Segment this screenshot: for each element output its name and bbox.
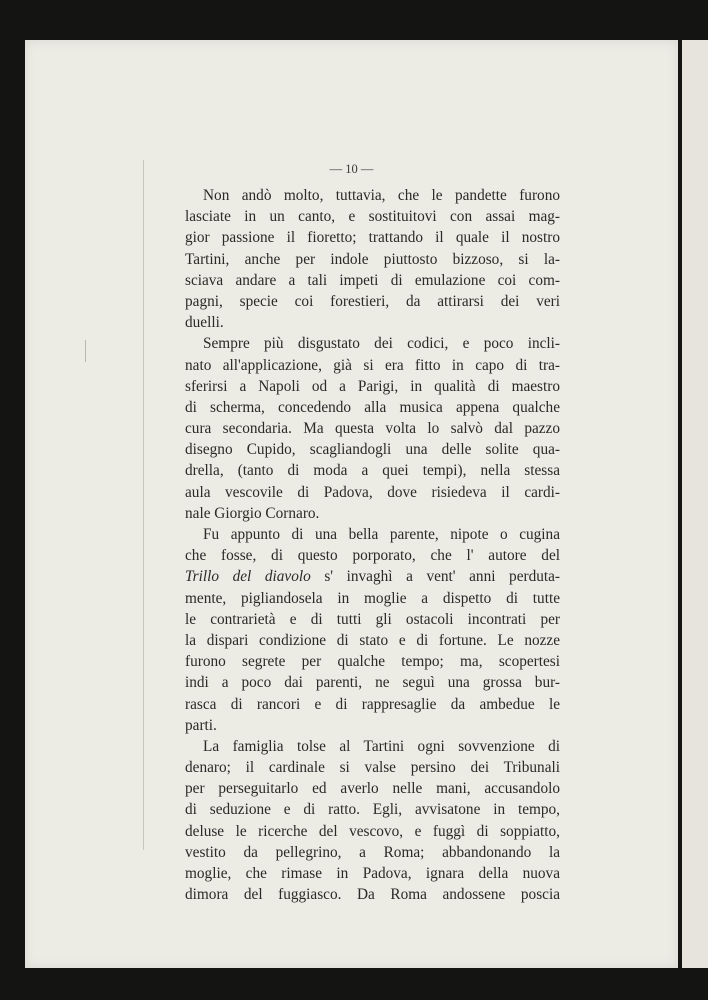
text-line	[185, 355, 560, 376]
text-line	[185, 778, 560, 799]
text-line	[185, 842, 560, 863]
line-text: indi a poco dai parenti, ne seguì una grossa bur-	[185, 674, 560, 692]
text-line	[185, 503, 560, 524]
text-line	[185, 439, 560, 460]
text-line	[185, 736, 560, 757]
next-page-edge	[682, 40, 708, 968]
line-text: mente, pigliandosela in moglie a dispetto di tutte	[185, 589, 560, 607]
line-text: furono segrete per qualche tempo; ma, scopertesi	[185, 653, 560, 671]
line-text: duelli.	[185, 314, 224, 332]
book-page	[25, 40, 678, 968]
line-text: per perseguitarlo ed averlo nelle mani, accusandolo	[185, 780, 560, 798]
line-text: aula vescovile di Padova, dove risiedeva il cardi-	[185, 483, 560, 501]
line-text: moglie, che rimase in Padova, ignara della nuova	[185, 865, 560, 882]
line-text: che fosse, di questo porporato, che l' autore del	[185, 547, 560, 565]
text-line	[185, 185, 560, 206]
line-text: pagni, specie coi forestieri, da attirarsi dei veri	[185, 292, 560, 310]
line-text: deluse le ricerche del vescovo, e fuggì di soppiatto,	[185, 822, 560, 840]
line-text: nale Giorgio Cornaro.	[185, 504, 320, 522]
body-text	[185, 185, 560, 905]
text-line	[185, 270, 560, 291]
page-number: — 10 —	[329, 162, 374, 176]
line-text: Sempre più disgustato dei codici, e poco incli-	[203, 335, 560, 353]
pencil-mark	[143, 160, 144, 850]
text-line	[185, 249, 560, 270]
line-text: cura secondaria. Ma questa volta lo salvò dal pazzo	[185, 420, 560, 438]
text-line	[185, 206, 560, 227]
line-text: gior passione il fioretto; trattando il quale il nostro	[185, 229, 560, 247]
text-line	[185, 609, 560, 630]
line-text: s' invaghì a vent' anni perduta-	[310, 568, 561, 586]
text-line	[185, 227, 560, 248]
text-line	[185, 418, 560, 439]
text-line	[185, 630, 560, 651]
text-line	[185, 672, 560, 693]
text-line	[185, 566, 560, 587]
line-text: parti.	[185, 716, 217, 734]
text-line	[185, 333, 560, 354]
line-text: La famiglia tolse al Tartini ogni sovvenzione di	[203, 737, 560, 755]
text-line	[185, 715, 560, 736]
line-text: lasciate in un canto, e sostituitovi con assai mag-	[185, 208, 560, 226]
italic-title: Trillo del diavolo	[185, 568, 311, 586]
line-text: sciava andare a tali impeti di emulazione coi com-	[185, 271, 560, 289]
text-line	[185, 460, 560, 481]
line-text: Fu appunto di una bella parente, nipote o cugina	[203, 526, 560, 543]
text-line	[185, 291, 560, 312]
line-text: vestito da pellegrino, a Roma; abbandonando la	[185, 843, 560, 861]
line-text: drella, (tanto di moda a quei tempi), nella stessa	[185, 462, 560, 480]
text-line	[185, 884, 560, 905]
text-line	[185, 376, 560, 397]
line-text: rasca di rancori e di rappresaglie da ambedue le	[185, 695, 560, 713]
line-text: Tartini, anche per indole piuttosto bizzoso, si la-	[185, 250, 560, 268]
text-line	[185, 821, 560, 842]
line-text: nato all'applicazione, già si era fitto in capo di tra-	[185, 356, 560, 374]
text-line	[185, 397, 560, 418]
text-line	[185, 482, 560, 503]
line-text: le contrarietà e di tutti gli ostacoli incontrati per	[185, 610, 560, 628]
text-line	[185, 757, 560, 778]
text-line	[185, 651, 560, 672]
line-text: di seduzione e di ratto. Egli, avvisatone in tempo,	[185, 801, 560, 819]
line-text: sferirsi a Napoli od a Parigi, in qualità di maestro	[185, 377, 560, 395]
line-text: dimora del fuggiasco. Da Roma andossene poscia	[185, 886, 560, 904]
line-text: Non andò molto, tuttavia, che le pandette furono	[203, 187, 560, 204]
text-line	[185, 799, 560, 820]
text-line	[185, 588, 560, 609]
text-line	[185, 524, 560, 545]
text-line	[185, 545, 560, 566]
text-line	[185, 863, 560, 884]
line-text: denaro; il cardinale si valse persino dei Tribunali	[185, 759, 560, 777]
text-line	[185, 312, 560, 333]
pencil-mark	[85, 340, 86, 362]
line-text: di scherma, concedendo alla musica appena qualche	[185, 398, 560, 416]
text-line	[185, 694, 560, 715]
line-text: disegno Cupido, scagliandogli una delle solite qua-	[185, 441, 560, 459]
line-text: la dispari condizione di stato e di fortune. Le nozze	[185, 631, 560, 649]
